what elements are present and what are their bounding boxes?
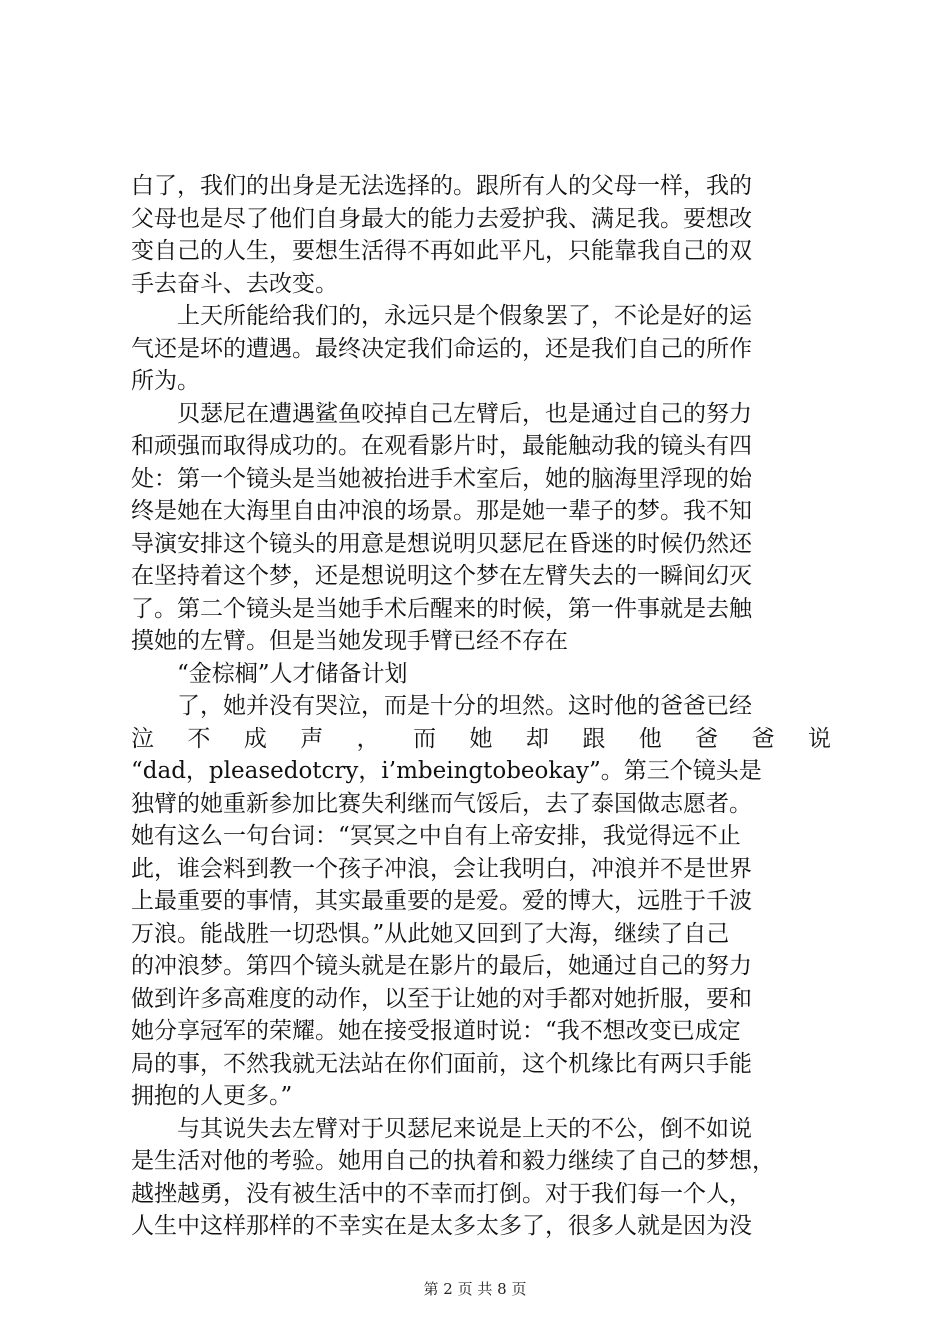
text-line: 拥抱的人更多。” bbox=[131, 1083, 293, 1109]
text-line: 摸她的左臂。但是当她发现手臂已经不存在 bbox=[131, 628, 568, 654]
text-line: 局的事，不然我就无法站在你们面前，这个机缘比有两只手能 bbox=[131, 1050, 752, 1077]
text-line: 是生活对他的考验。她用自己的执着和毅力继续了自己的梦想， bbox=[131, 1148, 775, 1174]
text-line: “金棕榈”人才储备计划 bbox=[177, 660, 408, 687]
text-line: 贝瑟尼在遭遇鲨鱼咬掉自己左臂后，也是通过自己的努力 bbox=[177, 400, 752, 427]
text-line: 的冲浪梦。第四个镜头就是在影片的最后，她通过自己的努力 bbox=[131, 953, 752, 979]
text-line: 独臂的她重新参加比赛失利继而气馁后，去了泰国做志愿者。 bbox=[131, 790, 752, 817]
text-line: 做到许多高难度的动作，以至于让她的对手都对她折服，要和 bbox=[131, 985, 752, 1012]
text-line: 此，谁会料到教一个孩子冲浪，会让我明白，冲浪并不是世界 bbox=[131, 855, 752, 882]
text-line: 了。第二个镜头是当她手术后醒来的时候，第一件事就是去触 bbox=[131, 595, 752, 622]
text-line: 上天所能给我们的，永远只是个假象罢了，不论是好的运 bbox=[177, 303, 752, 329]
text-line: 她有这么一句台词：“冥冥之中自有上帝安排，我觉得远不止 bbox=[131, 823, 741, 849]
text-line: 了，她并没有哭泣，而是十分的坦然。这时他的爸爸已经 bbox=[177, 693, 752, 719]
text-line: 手去奋斗、去改变。 bbox=[131, 270, 338, 297]
text-line: 在坚持着这个梦，还是想说明这个梦在左臂失去的一瞬间幻灭 bbox=[131, 563, 752, 589]
text-line: 终是她在大海里自由冲浪的场景。那是她一辈子的梦。我不知 bbox=[131, 498, 752, 524]
text-line: 导演安排这个镜头的用意是想说明贝瑟尼在昏迷的时候仍然还 bbox=[131, 530, 752, 557]
body-text bbox=[131, 170, 831, 1243]
text-line: 气还是坏的遭遇。最终决定我们命运的，还是我们自己的所作 bbox=[131, 335, 752, 362]
text-line: 所为。 bbox=[131, 368, 200, 394]
text-line: 变自己的人生，要想生活得不再如此平凡，只能靠我自己的双 bbox=[131, 238, 752, 264]
text-line: 与其说失去左臂对于贝瑟尼来说是上天的不公，倒不如说 bbox=[177, 1115, 752, 1142]
text-line: 和顽强而取得成功的。在观看影片时，最能触动我的镜头有四 bbox=[131, 433, 752, 459]
text-line: 白了，我们的出身是无法选择的。跟所有人的父母一样，我的 bbox=[131, 173, 752, 199]
text-line: “dad，pleasedotcry，i’mbeingtobeokay”。第三个镜头是 bbox=[131, 758, 762, 784]
page-footer: 第 2 页 共 8 页 bbox=[423, 1280, 527, 1298]
text-line: 越挫越勇，没有被生活中的不幸而打倒。对于我们每一个人， bbox=[131, 1180, 752, 1207]
text-line: 泣 不 成 声 ， 而 她 却 跟 他 爸 爸 说 bbox=[131, 725, 831, 752]
text-line: 处：第一个镜头是当她被抬进手术室后，她的脑海里浮现的始 bbox=[131, 465, 752, 492]
text-line: 万浪。能战胜一切恐惧。”从此她又回到了大海，继续了自己 bbox=[131, 920, 730, 947]
text-line: 她分享冠军的荣耀。她在接受报道时说：“我不想改变已成定 bbox=[131, 1018, 741, 1044]
text-line: 父母也是尽了他们自身最大的能力去爱护我、满足我。要想改 bbox=[131, 205, 752, 232]
text-line: 人生中这样那样的不幸实在是太多太多了，很多人就是因为没 bbox=[131, 1213, 752, 1239]
text-line: 上最重要的事情，其实最重要的是爱。爱的博大，远胜于千波 bbox=[131, 888, 752, 914]
